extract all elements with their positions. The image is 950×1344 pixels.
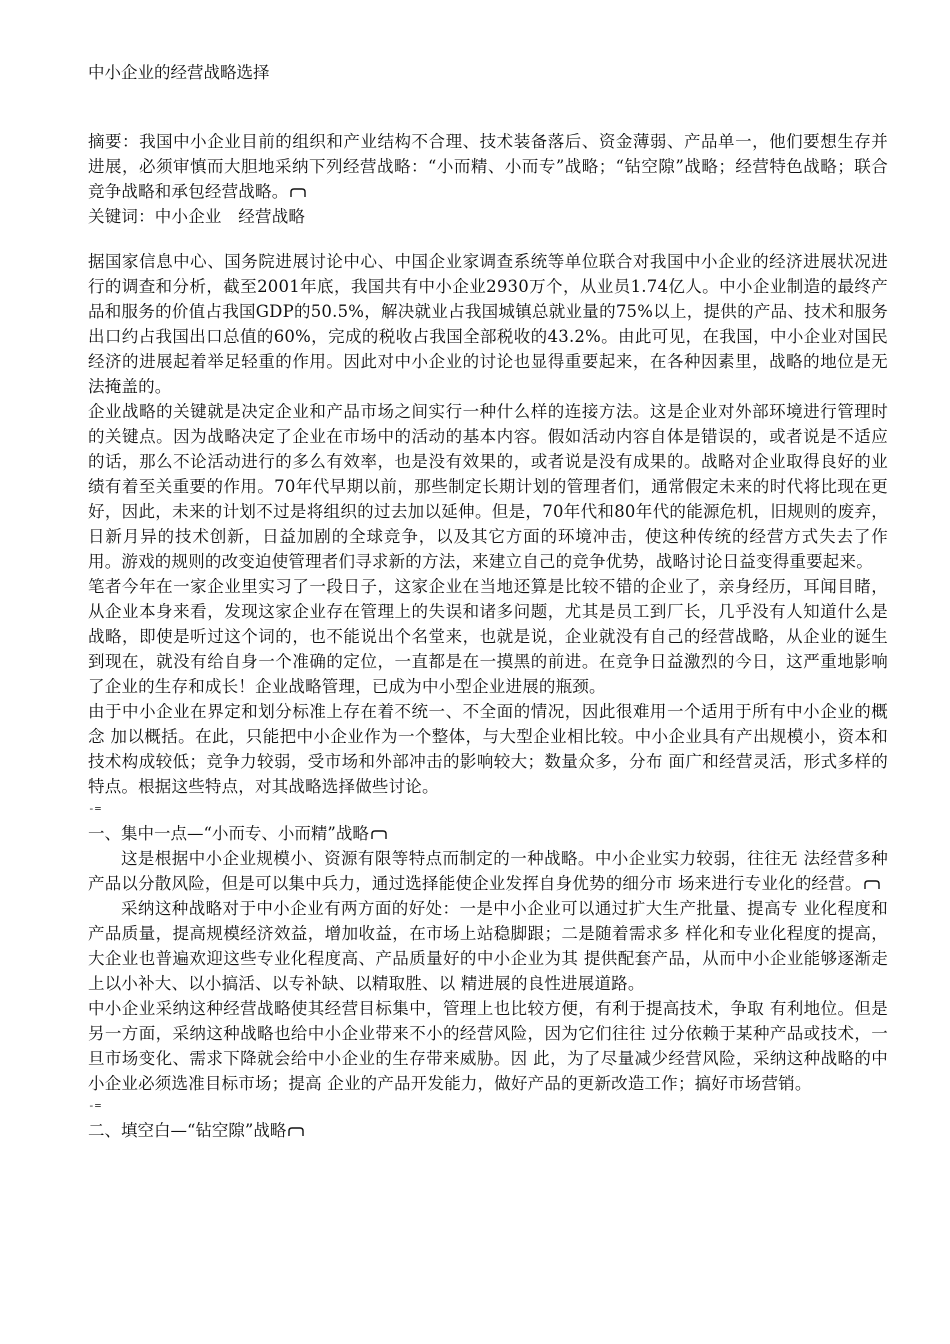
body-paragraph: 企业战略的关键就是决定企业和产品市场之间实行一种什么样的连接方法。这是企业对外部环境进行管理时的关键点。因为战略决定了企业在市场中的活动的基本内容。假如活动内容自体是错误的，或者说是不适应的话，那么不论活动进行的多么有效率，也是没有效果的，或者说是没有成果的。战略对企业取得良好的业绩有着至关重要的作用。70年代早期以前，那些制定长期计划的管理者们，通常假定未来的时代将比现在更好，因此，未来的计划不过是将组织的过去加以延伸。但是，70年代和80年代的能源危机，旧规则的废弃，日新月异的技术创新，日益加剧的全球竞争，以及其它方面的环境冲击，使这种传统的经营方式失去了作用。游戏的规则的改变迫使管理者们寻求新的方法，来建立自己的竞争优势，战略讨论日益变得重要起来。: [88, 402, 888, 571]
section-break-marker: -=: [88, 802, 102, 815]
section-heading: [88, 821, 888, 846]
body-paragraph: 采纳这种战略对于中小企业有两方面的好处：一是中小企业可以通过扩大生产批量、提高专 业化程度和产品质量，提高规模经济效益，增加收益，在市场上站稳脚跟；二是随着需求多 样化和专业化程度的提高，大企业也普遍欢迎这些专业化程度高、产品质量好的中小企业为其 提供配套产品，从而中小企业能够逐渐走上以小补大、以小搞活、以专补缺、以精取胜、以 精进展的良性进展道路。: [88, 899, 888, 993]
body-paragraph: [88, 846, 888, 896]
body-paragraph: 据国家信息中心、国务院进展讨论中心、中国企业家调查系统等单位联合对我国中小企业的经济进展状况进行的调查和分析，截至2001年底，我国共有中小企业2930万个，从业员1.74亿人。中小企业制造的最终产品和服务的价值占我国GDP的50.5%，解决就业占我国城镇总就业量的75%以上，提供的产品、技术和服务出口约占我国出口总值的60%，完成的税收占我国全部税收的43.2%。由此可见，在我国，中小企业对国民经济的进展起着举足轻重的作用。因此对中小企业的讨论也显得重要起来，在各种因素里，战略的地位是无法掩盖的。: [88, 252, 888, 396]
return-mark-icon: [371, 830, 387, 840]
body-paragraph: 笔者今年在一家企业里实习了一段日子，这家企业在当地还算是比较不错的企业了，亲身经历，耳闻目睹，从企业本身来看，发现这家企业存在管理上的失误和诸多问题，尤其是员工到厂长，几乎没有人知道什么是战略，即使是听过这个词的，也不能说出个名堂来，也就是说，企业就没有自己的经营战略，从企业的诞生到现在，就没有给自身一个准确的定位，一直都是在一摸黑的前进。在竞争日益激烈的今日，这严重地影响了企业的生存和成长！企业战略管理，已成为中小型企业进展的瓶颈。: [88, 577, 888, 696]
return-mark-icon: [864, 880, 880, 890]
section-heading: [88, 1118, 888, 1143]
spacer: [88, 229, 888, 249]
section-break-marker: -=: [88, 1099, 102, 1112]
document-title: 中小企业的经营战略选择: [88, 63, 270, 82]
keywords: 关键词：中小企业 经营战略: [88, 207, 306, 226]
section-heading-text: 一、集中一点—“小而专、小而精”战略: [88, 824, 369, 843]
body-paragraph: 由于中小企业在界定和划分标准上存在着不统一、不全面的情况，因此很难用一个适用于所有中小企业的概念 加以概括。在此，只能把中小企业作为一个整体，与大型企业相比较。中小企业具有产出规模小，资本和技术构成较低；竞争力较弱，受市场和外部冲击的影响较大；数量众多，分布 面广和经营灵活，形式多样的特点。根据这些特点，对其战略选择做些讨论。: [88, 702, 888, 796]
return-mark-icon: [290, 188, 306, 198]
paragraph-text: 这是根据中小企业规模小、资源有限等特点而制定的一种战略。中小企业实力较弱，往往无 法经营多种产品以分散风险，但是可以集中兵力，通过选择能使企业发挥自身优势的细分市 场来进行专业化的经营。: [88, 849, 888, 893]
abstract: [88, 129, 888, 204]
document-page: [88, 50, 888, 1143]
section-heading-text: 二、填空白—“钻空隙”战略: [88, 1121, 287, 1140]
spacer: [88, 84, 888, 129]
body-paragraph: 中小企业采纳这种经营战略使其经营目标集中，管理上也比较方便，有利于提高技术，争取 有利地位。但是另一方面，采纳这种战略也给中小企业带来不小的经营风险，因为它们往往 过分依赖于某种产品或技术，一旦市场变化、需求下降就会给中小企业的生存带来威胁。因 此，为了尽量减少经营风险，采纳这种战略的中小企业必须选准目标市场；提高 企业的产品开发能力，做好产品的更新改造工作；搞好市场营销。: [88, 999, 888, 1093]
abstract-text: 摘要：我国中小企业目前的组织和产业结构不合理、技术装备落后、资金薄弱、产品单一，他们要想生存并进展，必须审慎而大胆地采纳下列经营战略：“小而精、小而专”战略；“钻空隙”战略；经营特色战略；联合竞争战略和承包经营战略。: [88, 132, 888, 201]
return-mark-icon: [288, 1127, 304, 1137]
